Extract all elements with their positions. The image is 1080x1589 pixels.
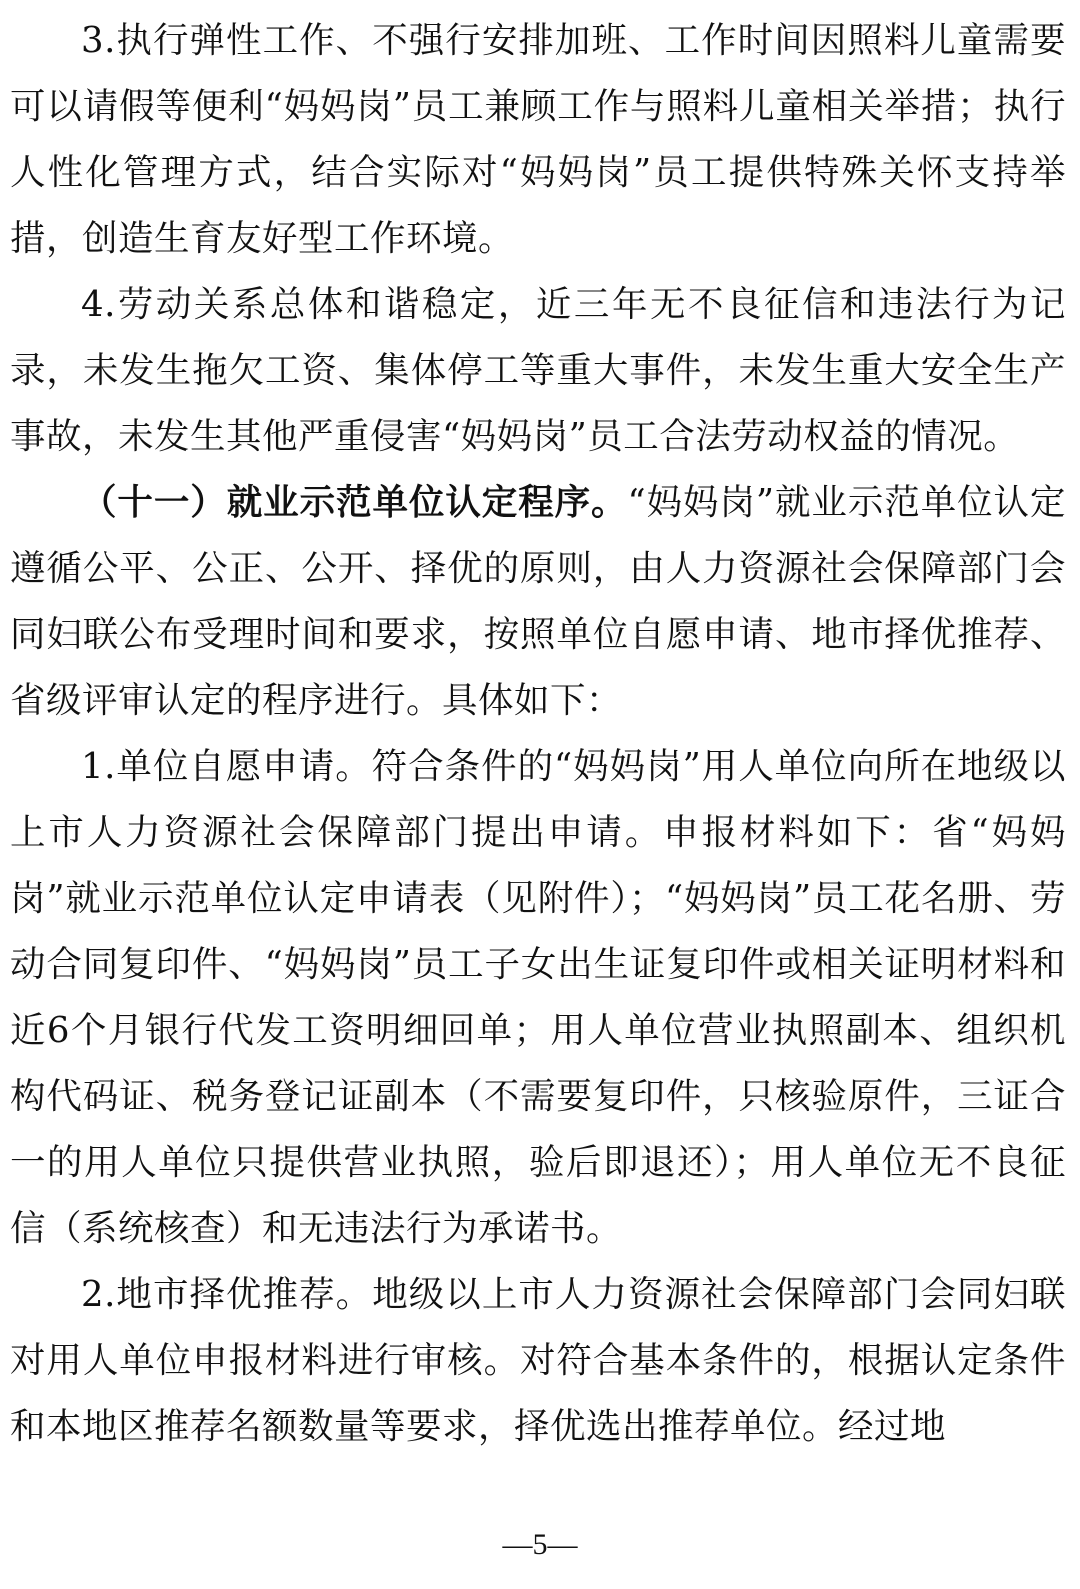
paragraph-flexible-work (10, 8, 1066, 272)
section-heading: （十一）就业示范单位认定程序。 (81, 482, 628, 523)
paragraph-labor-relations (10, 272, 1066, 470)
paragraph-city-recommendation (10, 1262, 1066, 1460)
page-number: —5— (502, 1528, 578, 1561)
paragraph-certification-procedure (10, 470, 1066, 734)
paragraph-text: 4.劳动关系总体和谐稳定，近三年无不良征信和违法行为记录，未发生拖欠工资、集体停工等重大事件，未发生重大安全生产事故，未发生其他严重侵害“妈妈岗”员工合法劳动权益的情况。 (10, 284, 1066, 457)
paragraph-text: 3.执行弹性工作、不强行安排加班、工作时间因照料儿童需要可以请假等便利“妈妈岗”员工兼顾工作与照料儿童相关举措；执行人性化管理方式，结合实际对“妈妈岗”员工提供特殊关怀支持举措，创造生育友好型工作环境。 (10, 20, 1066, 259)
paragraph-text: 2.地市择优推荐。地级以上市人力资源社会保障部门会同妇联对用人单位申报材料进行审核。对符合基本条件的，根据认定条件和本地区推荐名额数量等要求，择优选出推荐单位。经过地 (10, 1274, 1066, 1447)
paragraph-text: 1.单位自愿申请。符合条件的“妈妈岗”用人单位向所在地级以上市人力资源社会保障部门提出申请。申报材料如下：省“妈妈岗”就业示范单位认定申请表（见附件）；“妈妈岗”员工花名册、劳动合同复印件、“妈妈岗”员工子女出生证复印件或相关证明材料和近6个月银行代发工资明细回单；用人单位营业执照副本、组织机构代码证、税务登记证副本（不需要复印件，只核验原件，三证合一的用人单位只提供营业执照，验后即退还）；用人单位无不良征信（系统核查）和无违法行为承诺书。 (10, 746, 1066, 1249)
paragraph-text: “妈妈岗”就业示范单位认定遵循公平、公正、公开、择优的原则，由人力资源社会保障部门会同妇联公布受理时间和要求，按照单位自愿申请、地市择优推荐、省级评审认定的程序进行。具体如下： (10, 482, 1066, 721)
paragraph-voluntary-application (10, 734, 1066, 1262)
